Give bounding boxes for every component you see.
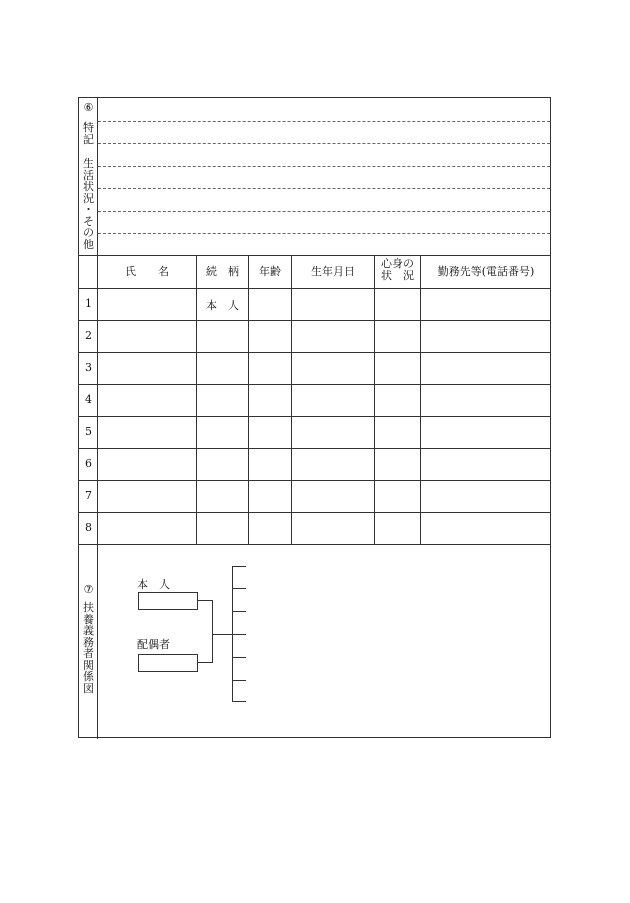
diagram-number: ⑦ [83, 583, 94, 596]
connector-self [198, 600, 212, 601]
header-workplace: 勤務先等(電話番号) [437, 265, 535, 278]
row-number: 4 [85, 393, 92, 406]
child-branch [232, 634, 246, 635]
connector-spouse [198, 662, 212, 663]
note-line-3 [98, 166, 550, 167]
row-number: 3 [85, 361, 92, 374]
col-divider-age [291, 255, 292, 544]
row-1-relation: 本 人 [206, 299, 239, 312]
spouse-label: 配偶者 [137, 638, 170, 651]
col-divider-birthdate [374, 255, 375, 544]
self-label: 本 人 [137, 578, 170, 591]
header-age: 年齢 [259, 265, 281, 278]
note-line-4 [98, 188, 550, 189]
row-number: 8 [85, 521, 92, 534]
note-line-1 [98, 121, 550, 122]
diagram-label: 扶 養 義 務 者 関 係 図 [83, 601, 94, 695]
row-line-4 [79, 416, 550, 417]
special-label-1: 特 記 [83, 121, 94, 146]
header-birthdate: 生年月日 [311, 265, 355, 278]
col-divider-relation [248, 255, 249, 544]
row-line-2 [79, 352, 550, 353]
child-branch [232, 701, 246, 702]
child-branch [232, 680, 246, 681]
note-line-5 [98, 211, 550, 212]
col-divider-condition [420, 255, 421, 544]
row-line-1 [79, 320, 550, 321]
row-line-5 [79, 448, 550, 449]
row-number: 1 [85, 297, 92, 310]
row-number: 7 [85, 489, 92, 502]
note-line-6 [98, 233, 550, 234]
header-condition: 心身の 状 況 [381, 257, 414, 282]
row-number: 2 [85, 329, 92, 342]
row-line-7 [79, 512, 550, 513]
special-number: ⑥ [83, 101, 94, 114]
row-line-6 [79, 480, 550, 481]
header-relation: 続 柄 [206, 265, 239, 278]
special-label-2: 生 活 状 況 ・ そ の 他 [83, 157, 94, 251]
header-row-bottom [79, 288, 550, 289]
child-branch [232, 566, 246, 567]
form-sheet [78, 97, 551, 738]
row-number: 6 [85, 457, 92, 470]
header-name: 氏 名 [125, 265, 169, 278]
table-bottom [79, 544, 550, 545]
child-branch [232, 588, 246, 589]
child-branch [232, 611, 246, 612]
spouse-box [138, 654, 198, 672]
connector-center [212, 634, 232, 635]
connector-join [212, 600, 213, 663]
section-divider-top [79, 255, 550, 256]
note-line-2 [98, 143, 550, 144]
self-box [138, 592, 198, 610]
row-line-3 [79, 384, 550, 385]
row-number: 5 [85, 425, 92, 438]
child-branch [232, 657, 246, 658]
